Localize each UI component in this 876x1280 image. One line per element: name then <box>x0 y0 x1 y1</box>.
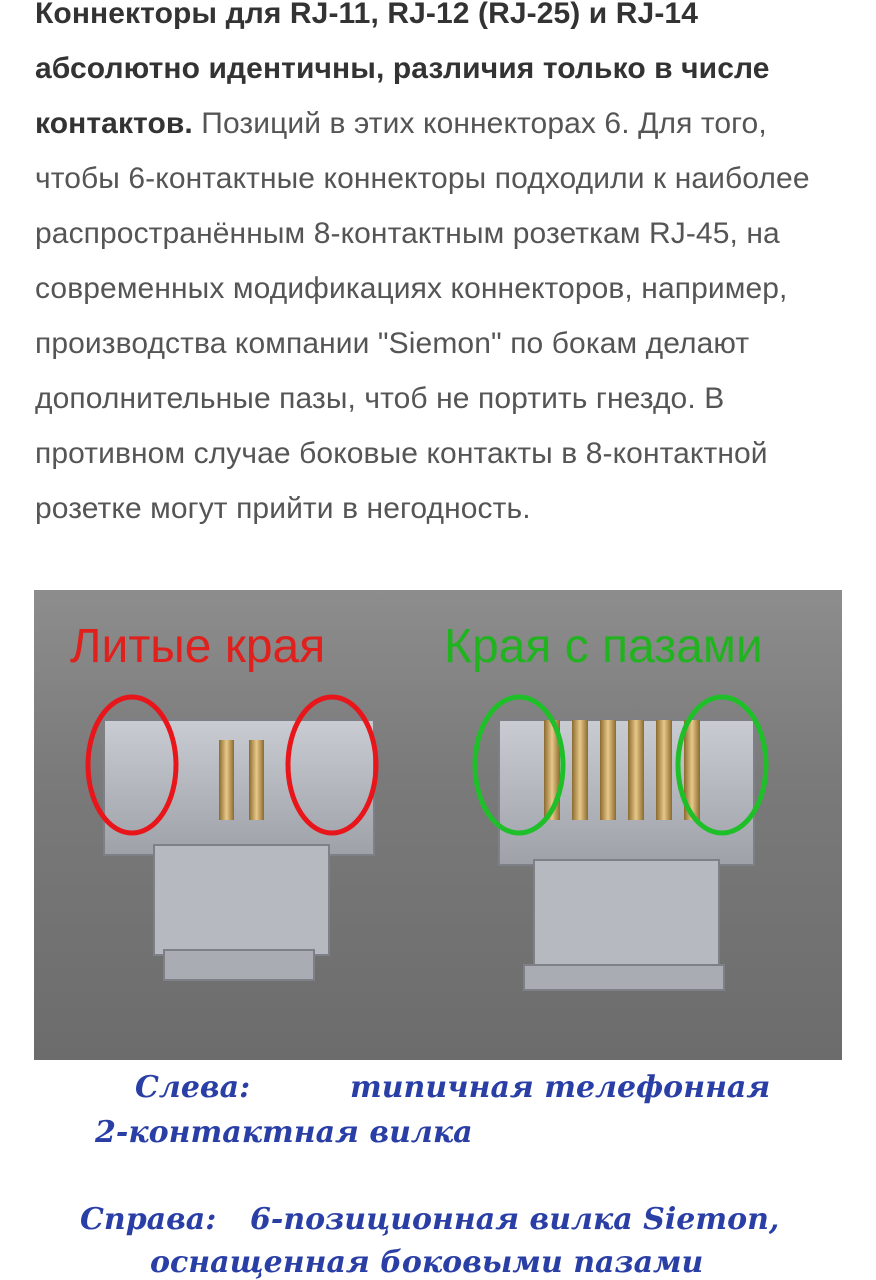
caption-right-desc-1: 6-позиционная вилка Siemon, <box>250 1202 780 1237</box>
connector-photo <box>34 590 842 1060</box>
right-connector <box>499 720 754 990</box>
caption-right-desc-2: оснащенная боковыми пазами <box>150 1245 704 1280</box>
caption-right-title: Справа: <box>80 1202 217 1237</box>
caption-left-desc-2: 2-контактная вилка <box>95 1115 473 1150</box>
article-bold-lead: Коннекторы для RJ-11, RJ-12 (RJ-25) и RJ-14 абсолютно идентичны, различия только в числе контактов. <box>35 0 770 140</box>
caption-left-title: Слева: <box>135 1070 251 1105</box>
article-body-text: Позиций в этих коннекторах 6. Для того, чтобы 6-контактные коннекторы подходили к наиболее распространённым 8-контактным розеткам RJ-45, на современных модификациях коннекторов, например, производства компании "Siemon" по бокам делают дополнительные пазы, чтоб не портить гнездо. В противном случае боковые контакты в 8-контактной розетке могут прийти в негодность. <box>35 107 810 525</box>
article-paragraph <box>35 0 855 536</box>
photo-caption <box>0 1060 876 1280</box>
caption-left-desc-1: типичная телефонная <box>350 1070 771 1105</box>
label-cast-edges: Литые края <box>70 620 326 673</box>
connector-photo-illustration <box>34 590 842 1060</box>
label-grooved-edges: Края с пазами <box>444 620 763 673</box>
left-connector <box>104 720 374 980</box>
